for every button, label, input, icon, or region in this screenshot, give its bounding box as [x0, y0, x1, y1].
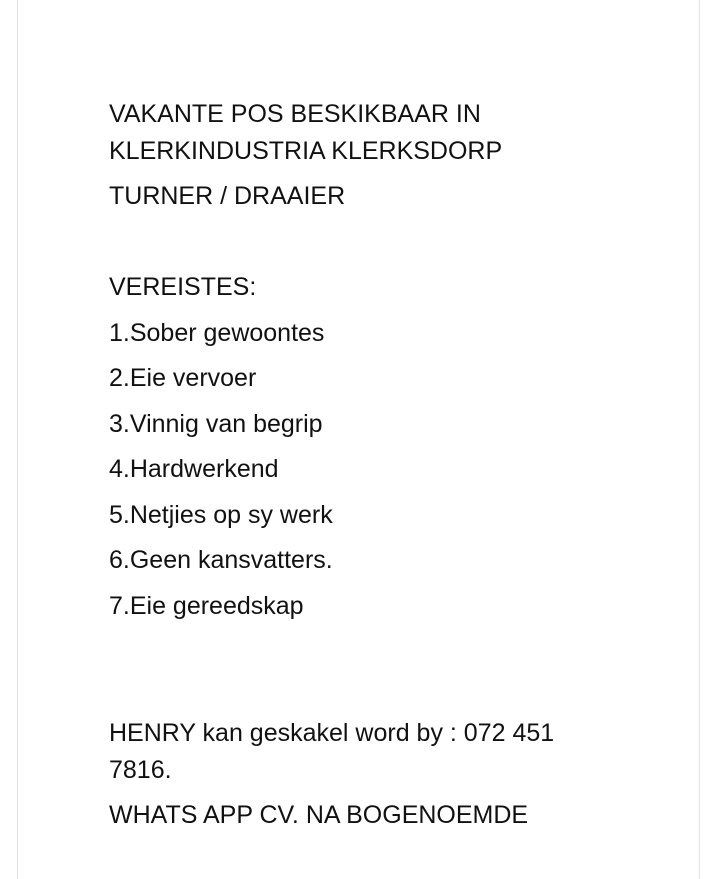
- list-item: 2.Eie vervoer: [109, 364, 257, 392]
- ad-heading: VAKANTE POS BESKIKBAAR IN KLERKINDUSTRIA KLERKSDORP: [109, 100, 503, 165]
- job-ad: [109, 96, 589, 834]
- list-item: 7.Eie gereedskap: [109, 591, 304, 620]
- list-item: 1.Sober gewoontes: [109, 318, 325, 347]
- list-item: 3.Vinnig van begrip: [109, 409, 323, 438]
- requirements-label: VEREISTES:: [109, 273, 257, 301]
- list-item: 4.Hardwerkend: [109, 455, 279, 483]
- whatsapp-instruction: WHATS APP CV. NA BOGENOEMDE: [109, 801, 529, 829]
- contact-info: HENRY kan geskakel word by : 072 451 7816.: [109, 719, 555, 784]
- list-item: 6.Geen kansvatters.: [109, 546, 333, 574]
- position-title: TURNER / DRAAIER: [109, 182, 346, 210]
- list-item: 5.Netjies op sy werk: [109, 500, 333, 529]
- requirements-list: [109, 315, 589, 634]
